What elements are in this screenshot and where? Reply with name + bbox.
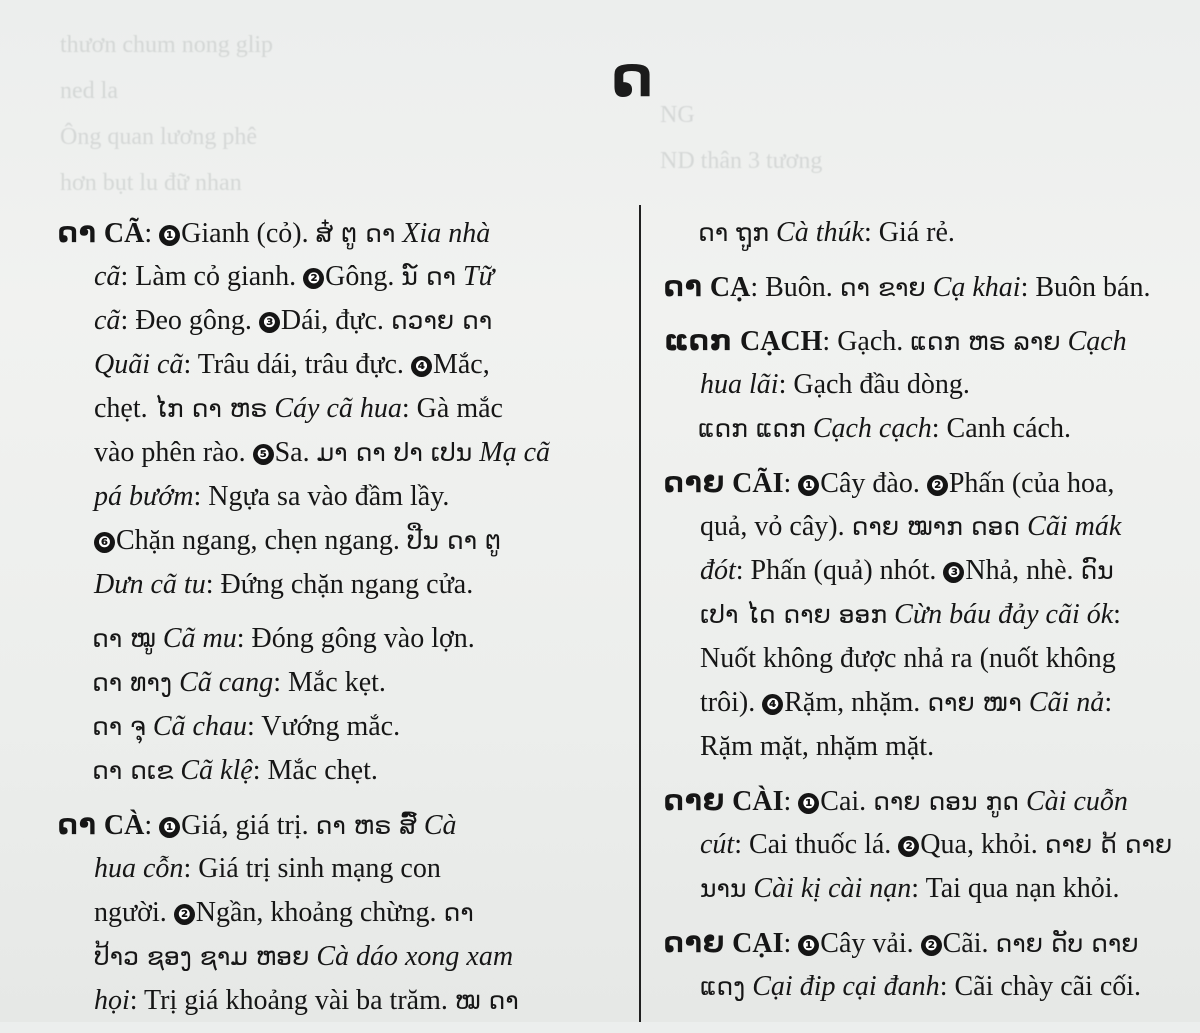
entry-line [664, 319, 1200, 363]
example-romanization: hua lãi [700, 369, 779, 400]
definition-text: : [1113, 599, 1121, 630]
example-script: ດວາຍ ດາ [390, 306, 493, 335]
definition-text: Nhả, nhè. [965, 555, 1081, 586]
example-script: ໝ ດາ [454, 986, 519, 1015]
definition-text: : Giá rẻ. [863, 217, 955, 248]
sense-number: ❷ [921, 935, 942, 956]
definition-text [806, 413, 813, 444]
definition-text: : Gạch đầu dòng. [778, 369, 970, 400]
sense-number: ❹ [411, 356, 432, 377]
example-romanization: Cà dáo xong xam [316, 941, 514, 972]
entry-line [664, 965, 1200, 1009]
dictionary-entry [664, 319, 1200, 451]
definition-text: : Mắc kẹt. [273, 667, 386, 698]
example-romanization: Cà [423, 810, 457, 841]
entry-line [58, 519, 613, 563]
definition-text: : Buôn bán. [1020, 272, 1151, 303]
entry-line [58, 979, 613, 1023]
entry-line [664, 265, 1200, 309]
sense-number: ❷ [174, 904, 195, 925]
definition-text: : Canh cách. [931, 413, 1071, 444]
example-romanization: Cã mu [162, 623, 237, 654]
example-romanization: Cại đip cại đanh [752, 971, 940, 1002]
headword-script: ດາຍ [664, 466, 726, 499]
example-romanization: Mạ cã [479, 437, 551, 468]
sense-number: ❻ [94, 532, 115, 553]
definition-text [769, 217, 776, 248]
definition-text: vào phên rào. [94, 437, 253, 468]
example-script: ປືນ ດາ ຕູ [406, 526, 502, 555]
bleed-line: ned la [60, 78, 118, 104]
definition-text: : [144, 810, 160, 841]
definition-text: : Làm cỏ gianh. [120, 261, 304, 292]
example-script: ດາ ຖູກ [698, 218, 770, 247]
example-romanization: Quãi cã [94, 349, 184, 380]
example-romanization: Cã cang [179, 667, 274, 698]
example-romanization: Cạ khai [932, 272, 1021, 303]
definition-text: : Đeo gông. [120, 305, 259, 336]
definition-text: Rặm, nhặm. [784, 687, 928, 718]
bleed-line: hơn bụt lu đữ nhan [60, 170, 242, 196]
definition-text: Chặn ngang, chẹn ngang. [116, 525, 407, 556]
sense-number: ❶ [159, 225, 180, 246]
example-romanization: pá bướm [94, 481, 194, 512]
entry-line [664, 363, 1200, 407]
definition-text: : Đóng gông vào lợn. [236, 623, 475, 654]
definition-text: người. [94, 897, 174, 928]
example-romanization: Cừn báu đảy cãi ók [894, 599, 1114, 630]
definition-text: Cai. [820, 786, 874, 817]
example-script: ດາຍ ດັບ ດາຍ [995, 929, 1139, 958]
entry-line [664, 505, 1200, 549]
entry-line [58, 661, 613, 705]
definition-text: : Ngựa sa vào đầm lầy. [193, 481, 450, 512]
definition-text [1019, 786, 1026, 817]
headword-roman: CÃI [725, 468, 784, 499]
headword-roman: CÀ [96, 810, 145, 841]
example-romanization: đót [700, 555, 736, 586]
entry-line [664, 921, 1200, 965]
example-script: ແດກ ຫຣ ລາຍ [910, 327, 1061, 356]
definition-text: : Cãi chày cãi cối. [939, 971, 1142, 1002]
definition-text: : Phấn (quả) nhót. [735, 555, 944, 586]
sense-number: ❶ [798, 935, 819, 956]
headword-script: ດາຍ [664, 784, 726, 817]
definition-text: : Cai thuốc lá. [734, 829, 899, 860]
definition-text: Nuốt không được nhả ra (nuốt không [700, 643, 1116, 674]
example-romanization: Cã klệ [180, 755, 253, 786]
entry-line [58, 299, 613, 343]
definition-text: Giá, giá trị. [181, 810, 316, 841]
dictionary-entry [58, 803, 613, 1023]
definition-text: : Buôn. [750, 272, 840, 303]
definition-text: : Tai qua nạn khỏi. [911, 873, 1120, 904]
headword-script: ແດກ [664, 324, 733, 357]
headword-script: ດາ [664, 270, 703, 303]
example-romanization: Cã chau [152, 711, 247, 742]
entry-line [664, 593, 1200, 637]
example-romanization: Cạch [1067, 326, 1127, 357]
definition-text: Mắc, [432, 349, 490, 380]
entry-line [664, 867, 1200, 911]
entry-line [58, 431, 613, 475]
entry-line [664, 549, 1200, 593]
example-romanization: cút [700, 829, 735, 860]
headword-script: ດາ [58, 808, 97, 841]
definition-text [417, 810, 424, 841]
headword-roman: CẠ [702, 272, 751, 303]
definition-text: Phấn (của hoa, [948, 468, 1115, 499]
dictionary-entry [58, 211, 613, 607]
entry-line [58, 617, 613, 661]
definition-text: Dái, đực. [280, 305, 391, 336]
example-script: ແດງ [700, 972, 746, 1001]
sense-number: ❹ [762, 694, 783, 715]
entry-line [664, 779, 1200, 823]
example-script: ດາ ທາງ [92, 668, 173, 697]
entry-line [58, 211, 613, 255]
definition-text: : Đứng chặn ngang cửa. [205, 569, 474, 600]
sense-number: ❸ [943, 562, 964, 583]
headword-roman: CẠI [725, 928, 784, 959]
headword-script: ດາຍ [664, 926, 726, 959]
sense-number: ❷ [927, 475, 948, 496]
definition-text: : [1104, 687, 1113, 718]
definition-text: : Vướng mắc. [246, 711, 401, 742]
entry-line [58, 847, 613, 891]
section-letter-heading: ດ [612, 42, 653, 110]
definition-text: Cây vải. [820, 928, 921, 959]
entry-line [58, 343, 613, 387]
example-script: ດາ ຫຣ ສົ໌ [315, 811, 417, 840]
sense-number: ❸ [259, 312, 280, 333]
headword-script: ດາ [58, 216, 97, 249]
entry-line [58, 803, 613, 847]
definition-text [146, 711, 153, 742]
example-script: ດາຍ ດອນ ກູດ [873, 787, 1019, 816]
bleed-line: thươn chum nong glip [60, 32, 274, 58]
example-romanization: Xia nhà [402, 218, 491, 249]
entry-line [58, 563, 613, 607]
example-script: ສ໋ ຕູ ດາ [315, 219, 396, 248]
definition-text: Cãi. [942, 928, 996, 959]
definition-text [1022, 687, 1029, 718]
bleed-line: ND thân 3 tương [660, 148, 823, 174]
definition-text: : Gà mắc [401, 393, 503, 424]
headword-roman: CÀI [725, 786, 784, 817]
dictionary-entry [664, 921, 1200, 1009]
definition-text: quả, vỏ cây). [700, 511, 852, 542]
bleed-line: Ông quan lương phê [60, 124, 258, 150]
example-romanization: Cạch cạch [812, 413, 932, 444]
dictionary-entry [58, 617, 613, 793]
right-column [664, 211, 1200, 1019]
entry-line [58, 255, 613, 299]
definition-text: : [783, 928, 799, 959]
left-column [58, 211, 613, 1033]
definition-text: Cây đào. [820, 468, 927, 499]
example-script: ປ້າວ ຊອງ ຊາມ ຫອຍ [94, 942, 310, 971]
definition-text: Gông. [325, 261, 402, 292]
example-script: ດາຍ ດ້ ດາຍ [1044, 830, 1173, 859]
headword-roman: CẠCH [732, 326, 823, 357]
example-romanization: Cài cuỗn [1026, 786, 1128, 817]
sense-number: ❶ [798, 793, 819, 814]
definition-text: Gianh (cỏ). [181, 218, 316, 249]
example-romanization: Cãi mák [1027, 511, 1122, 542]
example-romanization: Dưn cã tu [94, 569, 206, 600]
definition-text: : Trâu dái, trâu đực. [183, 349, 411, 380]
definition-text: : Giá trị sinh mạng con [183, 853, 441, 884]
definition-text: trôi). [700, 687, 763, 718]
example-romanization: cã [94, 261, 121, 292]
example-script: ດາຍ ໜາ [927, 688, 1022, 717]
dictionary-entry [664, 461, 1200, 769]
definition-text: : Gạch. [822, 326, 911, 357]
entry-line [58, 705, 613, 749]
bleed-line: NG [660, 102, 695, 128]
example-script: ນານ [700, 874, 747, 903]
definition-text: : [783, 468, 799, 499]
definition-text [926, 272, 933, 303]
entry-line [58, 387, 613, 431]
entry-line [58, 891, 613, 935]
entry-line [664, 461, 1200, 505]
sense-number: ❺ [253, 444, 274, 465]
sense-number: ❶ [159, 817, 180, 838]
example-script: ມາ ດາ ປາ ເປນ [316, 438, 473, 467]
example-script: ເປາ ໄດ ດາຍ ອອກ [700, 600, 888, 629]
definition-text: : Mắc chẹt. [252, 755, 378, 786]
definition-text: Rặm mặt, nhặm mặt. [700, 731, 935, 762]
definition-text: : [144, 218, 160, 249]
dictionary-entry [664, 211, 1200, 255]
entry-line [664, 637, 1200, 681]
dictionary-entry [664, 779, 1200, 911]
definition-text: Qua, khỏi. [920, 829, 1045, 860]
definition-text [1061, 326, 1068, 357]
entry-line [58, 475, 613, 519]
example-romanization: cã [94, 305, 121, 336]
example-script: ນ໌ ດາ [401, 262, 457, 291]
column-divider [639, 205, 641, 1022]
example-script: ດົນ [1080, 556, 1114, 585]
definition-text [456, 261, 463, 292]
example-script: ດາຍ ໝາກ ດອດ [851, 512, 1021, 541]
dictionary-entry [664, 265, 1200, 309]
example-romanization: Cáy cã hua [274, 393, 402, 424]
sense-number: ❶ [798, 475, 819, 496]
entry-line [664, 725, 1200, 769]
example-script: ດາ ໝູ [92, 624, 156, 653]
sense-number: ❷ [898, 836, 919, 857]
headword-roman: CÃ [96, 218, 145, 249]
entry-line [58, 935, 613, 979]
definition-text: chẹt. [94, 393, 155, 424]
example-script: ດາ ດເຂ [92, 756, 174, 785]
entry-line [664, 211, 1200, 255]
example-romanization: Tữ [463, 261, 494, 292]
entry-line [664, 681, 1200, 725]
example-script: ດາ [443, 898, 474, 927]
definition-text: : Trị giá khoảng vài ba trăm. [129, 985, 455, 1016]
example-romanization: Cài kị cài nạn [753, 873, 912, 904]
example-script: ດາ ຈຸ [92, 712, 146, 741]
entry-line [664, 823, 1200, 867]
entry-line [58, 749, 613, 793]
definition-text [156, 623, 163, 654]
example-romanization: hua cỗn [94, 853, 184, 884]
entry-line [664, 407, 1200, 451]
definition-text: Sa. [274, 437, 317, 468]
example-script: ໄກ ດາ ຫຣ [154, 394, 268, 423]
example-romanization: Cãi nả [1028, 687, 1105, 718]
example-script: ດາ ຂາຍ [839, 273, 926, 302]
example-romanization: họi [94, 985, 130, 1016]
example-romanization: Cà thúk [776, 217, 864, 248]
example-script: ແດກ ແດກ [698, 414, 806, 443]
sense-number: ❷ [303, 268, 324, 289]
definition-text: Ngần, khoảng chừng. [195, 897, 444, 928]
definition-text: : [783, 786, 799, 817]
